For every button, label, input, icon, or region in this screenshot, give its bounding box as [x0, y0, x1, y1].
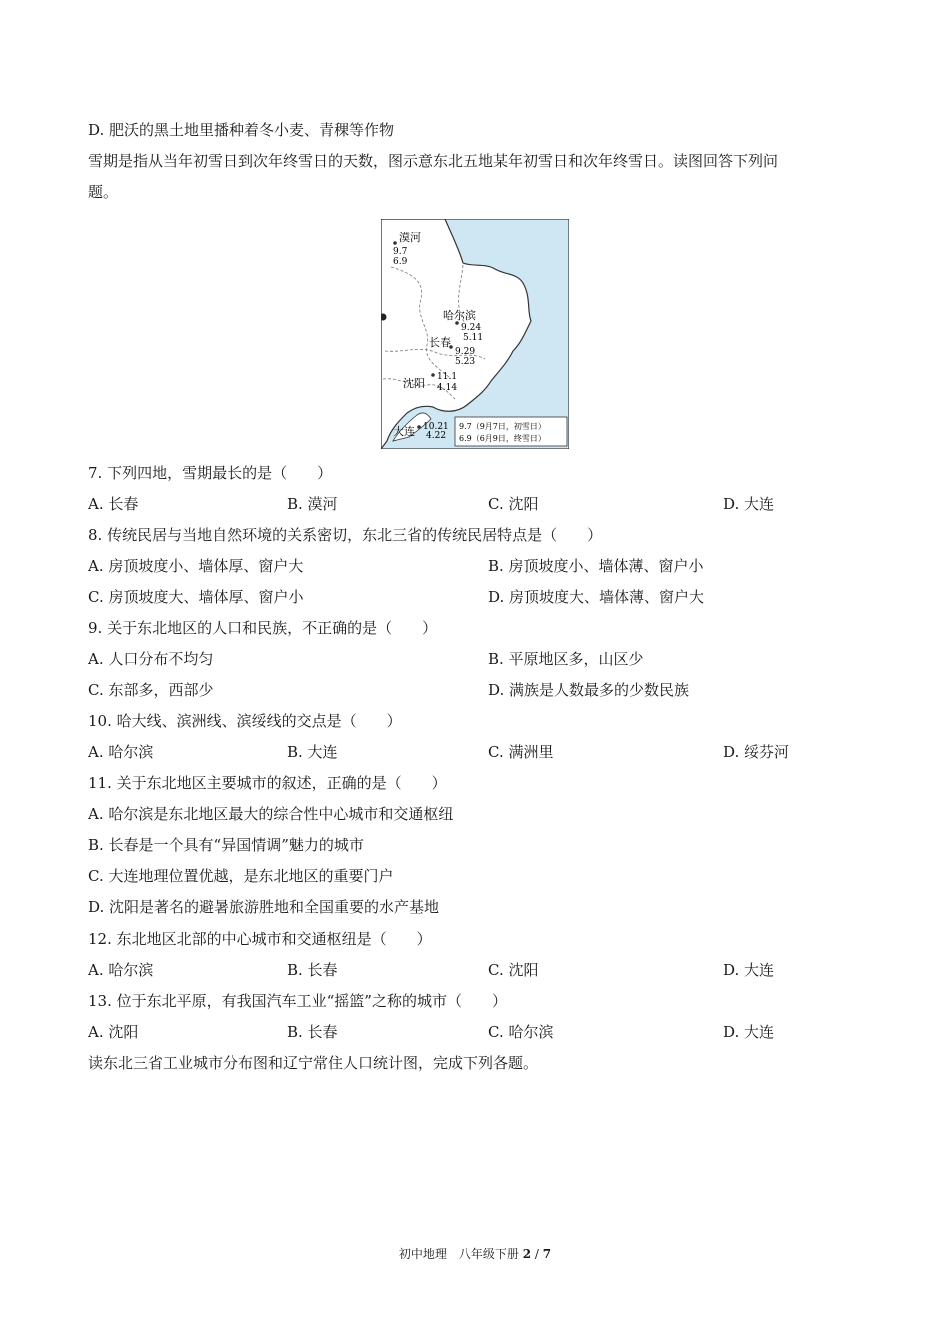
q9-option-d: D. 满族是人数最多的少数民族 [488, 681, 690, 699]
page-separator: / [531, 1247, 543, 1261]
page-footer [0, 1245, 950, 1262]
q13-option-c: C. 哈尔滨 [488, 1023, 554, 1041]
q7-option-b: B. 漠河 [287, 495, 338, 513]
q12-option-d: D. 大连 [723, 961, 775, 979]
snow-period-map [381, 219, 569, 449]
intro-line-1: 雪期是指从当年初雪日到次年终雪日的天数，图示意东北五地某年初雪日和次年终雪日。读图回答下列问 [88, 152, 779, 170]
q13-option-b: B. 长春 [287, 1023, 338, 1041]
page-number: 2 [522, 1247, 532, 1261]
q12-option-c: C. 沈阳 [488, 961, 539, 979]
city-dot [393, 241, 397, 245]
q7-option-d: D. 大连 [723, 495, 775, 513]
last-snow-date: 5.11 [463, 333, 484, 343]
q13-option-d: D. 大连 [723, 1023, 775, 1041]
q10-option-b: B. 大连 [287, 743, 338, 761]
q9-option-a: A. 人口分布不均匀 [88, 650, 214, 668]
q8-option-c: C. 房顶坡度大、墙体厚、窗户小 [88, 588, 304, 606]
q11-option-a: A. 哈尔滨是东北地区最大的综合性中心城市和交通枢纽 [88, 805, 454, 823]
city-dot [431, 373, 435, 377]
q9-option-b: B. 平原地区多，山区少 [488, 650, 644, 668]
last-snow-date: 4.14 [437, 383, 458, 393]
q10-option-c: C. 满洲里 [488, 743, 554, 761]
first-snow-date: 9.7 [393, 247, 408, 257]
city-name: 长春 [429, 336, 451, 349]
intro-line-2: 题。 [88, 183, 119, 201]
q8-option-d: D. 房顶坡度大、墙体薄、窗户大 [488, 588, 705, 606]
legend-last-snow: 6.9（6月9日，终雪日） [459, 434, 546, 443]
footer-subject: 初中地理 八年级下册 [398, 1247, 523, 1261]
q8-option-b: B. 房顶坡度小、墙体薄、窗户小 [488, 557, 704, 575]
city-name: 漠河 [399, 231, 421, 244]
first-snow-date: 9.24 [461, 323, 482, 333]
q11-option-c: C. 大连地理位置优越，是东北地区的重要门户 [88, 867, 394, 885]
first-snow-date: 10.21 [423, 422, 449, 432]
q11-option-d: D. 沈阳是著名的避暑旅游胜地和全国重要的水产基地 [88, 898, 440, 916]
legend-first-snow: 9.7（9月7日，初雪日） [459, 422, 546, 431]
first-snow-date: 11.1 [437, 372, 458, 382]
q10-option-d: D. 绥芬河 [723, 743, 790, 761]
last-snow-date: 4.22 [426, 431, 447, 441]
q11-option-b: B. 长春是一个具有“异国情调”魅力的城市 [88, 836, 364, 854]
city-name: 哈尔滨 [443, 309, 476, 322]
q7-option-c: C. 沈阳 [488, 495, 539, 513]
question-8: 8. 传统民居与当地自然环境的关系密切，东北三省的传统民居特点是（ ） [88, 526, 603, 544]
q12-option-a: A. 哈尔滨 [88, 961, 154, 979]
first-snow-date: 9.29 [455, 347, 476, 357]
question-10: 10. 哈大线、滨洲线、滨绥线的交点是（ ） [88, 712, 402, 730]
q9-option-c: C. 东部多，西部少 [88, 681, 214, 699]
question-7: 7. 下列四地，雪期最长的是（ ） [88, 464, 333, 482]
q12-option-b: B. 长春 [287, 961, 338, 979]
page-total: 7 [542, 1247, 552, 1261]
city-dot [417, 425, 421, 429]
q10-option-a: A. 哈尔滨 [88, 743, 154, 761]
q8-option-a: A. 房顶坡度小、墙体厚、窗户大 [88, 557, 304, 575]
q13-option-a: A. 沈阳 [88, 1023, 139, 1041]
city-name: 沈阳 [403, 377, 425, 390]
last-snow-date: 6.9 [393, 257, 408, 267]
last-snow-date: 5.23 [455, 357, 476, 367]
q7-option-a: A. 长春 [88, 495, 139, 513]
city-name: 大连 [393, 425, 415, 438]
previous-option-d: D. 肥沃的黑土地里播种着冬小麦、青稞等作物 [88, 121, 395, 139]
question-9: 9. 关于东北地区的人口和民族，不正确的是（ ） [88, 619, 438, 637]
question-13: 13. 位于东北平原，有我国汽车工业“摇篮”之称的城市（ ） [88, 992, 507, 1010]
question-12: 12. 东北地区北部的中心城市和交通枢纽是（ ） [88, 930, 432, 948]
question-11: 11. 关于东北地区主要城市的叙述，正确的是（ ） [88, 774, 447, 792]
reading-instruction: 读东北三省工业城市分布图和辽宁常住人口统计图，完成下列各题。 [88, 1054, 539, 1072]
